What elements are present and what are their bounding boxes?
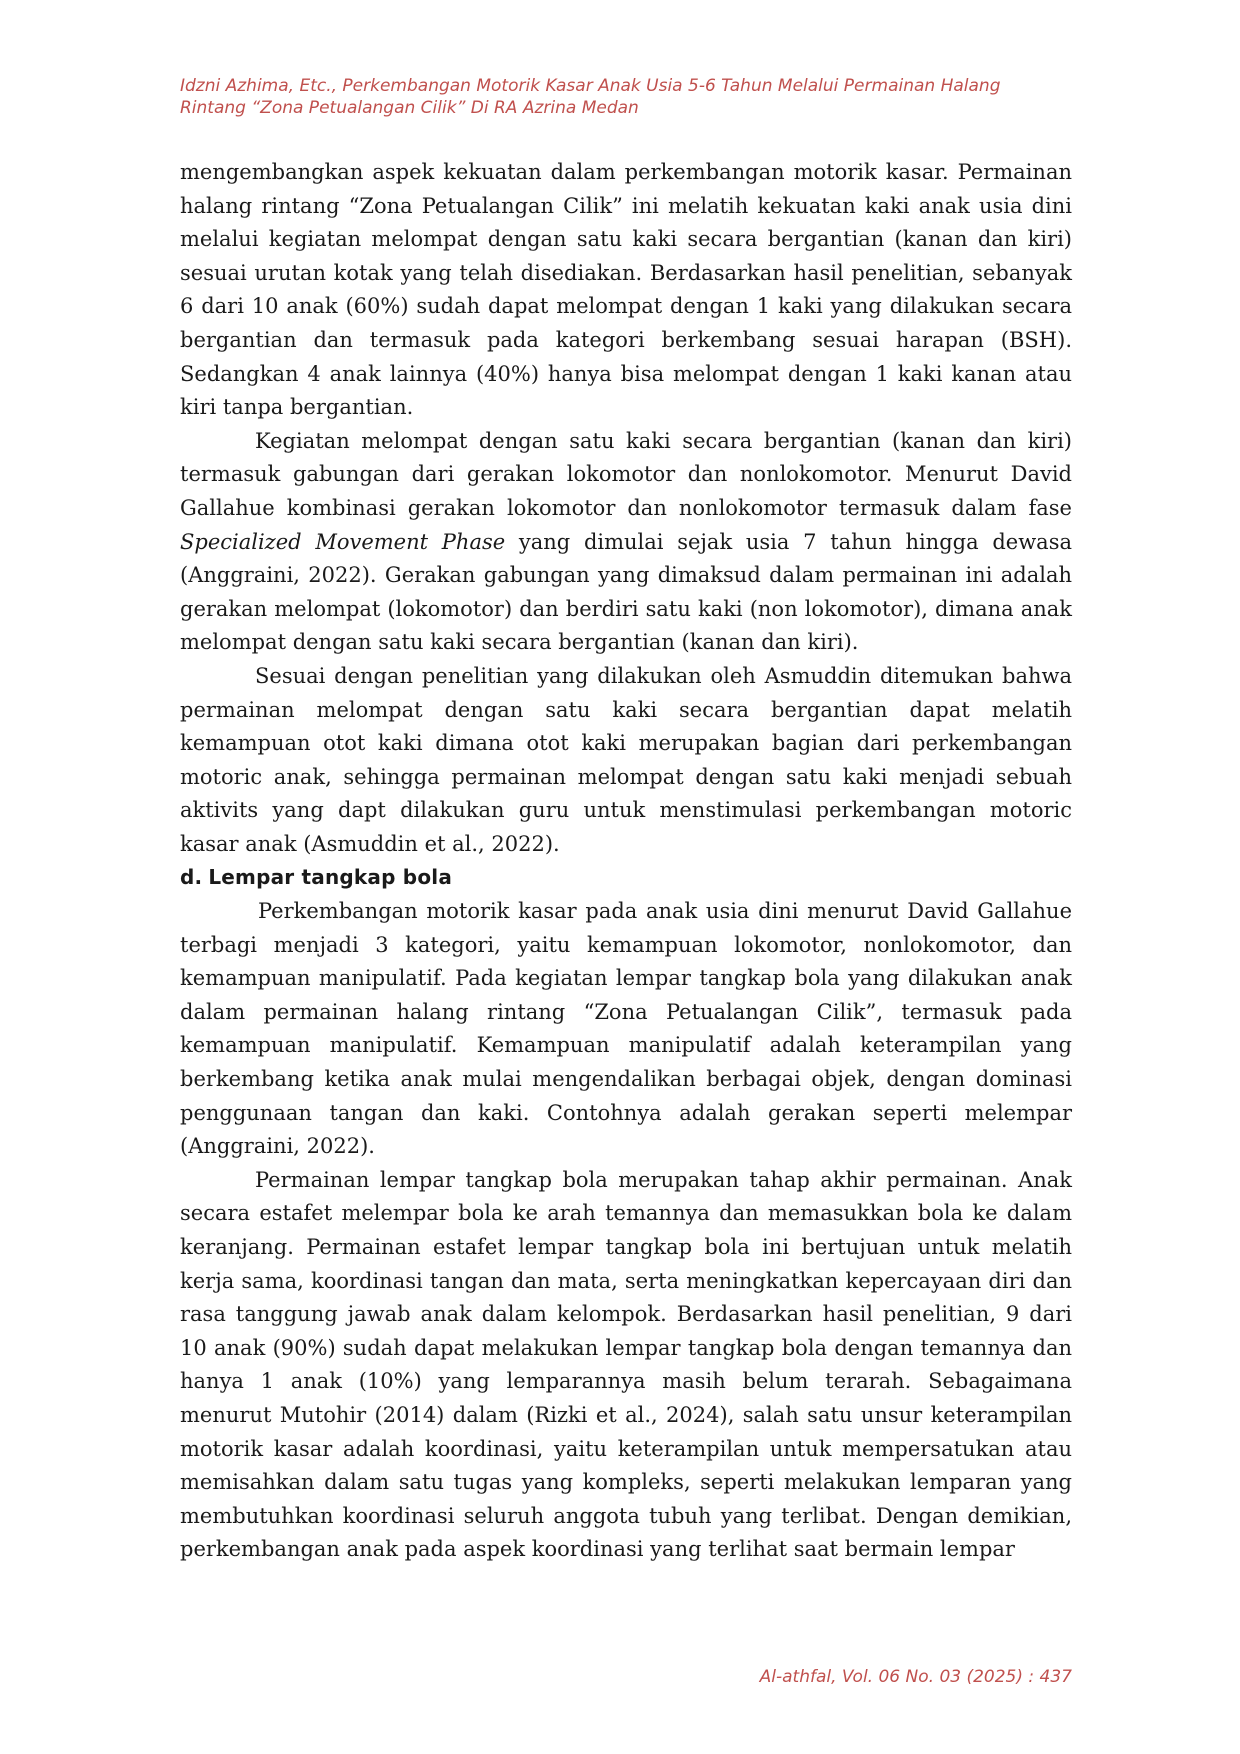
- paragraph-2-italic-term: Specialized Movement Phase: [180, 529, 506, 554]
- section-heading-number: d.: [180, 865, 203, 890]
- page-footer: Al-athfal, Vol. 06 No. 03 (2025) : 437: [759, 1667, 1072, 1687]
- paragraph-3: Sesuai dengan penelitian yang dilakukan oleh Asmuddin ditemukan bahwa permainan melompat dengan satu kaki secara bergantian dapat melatih kemampuan otot kaki dimana otot kaki merupakan bagian dari perkembangan motoric anak, sehingga permainan melompat dengan satu kaki menjadi sebuah aktivits yang dapt dilakukan guru untuk menstimulasi perkembangan motoric kasar anak (Asmuddin et al., 2022).: [180, 663, 1072, 856]
- paragraph-2-text-b: yang dimulai sejak usia 7 tahun hingga dewasa (Anggraini, 2022). Gerakan gabungan yang dimaksud dalam permainan ini adalah gerakan melompat (lokomotor) dan berdiri satu kaki (non lokomotor), dimana anak melompat dengan satu kaki secara bergantian (kanan dan kiri).: [180, 529, 1072, 655]
- running-header: [180, 75, 1080, 119]
- paragraph-5: Permainan lempar tangkap bola merupakan tahap akhir permainan. Anak secara estafet melempar bola ke arah temannya dan memasukkan bola ke dalam keranjang. Permainan estafet lempar tangkap bola ini bertujuan untuk melatih kerja sama, koordinasi tangan dan mata, serta meningkatkan kepercayaan diri dan rasa tanggung jawab anak dalam kelompok. Berdasarkan hasil penelitian, 9 dari 10 anak (90%) sudah dapat melakukan lempar tangkap bola dengan temannya dan hanya 1 anak (10%) yang lemparannya masih belum terarah. Sebagaimana menurut Mutohir (2014) dalam (Rizki et al., 2024), salah satu unsur keterampilan motorik kasar adalah koordinasi, yaitu keterampilan untuk mempersatukan atau memisahkan dalam satu tugas yang kompleks, seperti melakukan lemparan yang membutuhkan koordinasi seluruh anggota tubuh yang terlibat. Dengan demikian, perkembangan anak pada aspek koordinasi yang terlihat saat bermain lempar: [180, 1167, 1072, 1562]
- paragraph-2-text-a: Kegiatan melompat dengan satu kaki secara bergantian (kanan dan kiri) termasuk gabungan dari gerakan lokomotor dan nonlokomotor. Menurut David Gallahue kombinasi gerakan lokomotor dan nonlokomotor termasuk dalam fase: [180, 428, 1072, 520]
- paragraph-2: [180, 425, 1072, 660]
- section-heading: [180, 861, 1072, 895]
- section-heading-title: Lempar tangkap bola: [208, 865, 453, 890]
- paragraph-1: mengembangkan aspek kekuatan dalam perkembangan motorik kasar. Permainan halang rintang “Zona Petualangan Cilik” ini melatih kekuatan kaki anak usia dini melalui kegiatan melompat dengan satu kaki secara bergantian (kanan dan kiri) sesuai urutan kotak yang telah disediakan. Berdasarkan hasil penelitian, sebanyak 6 dari 10 anak (60%) sudah dapat melompat dengan 1 kaki yang dilakukan secara bergantian dan termasuk pada kategori berkembang sesuai harapan (BSH). Sedangkan 4 anak lainnya (40%) hanya bisa melompat dengan 1 kaki kanan atau kiri tanpa bergantian.: [180, 160, 1072, 420]
- main-text: [180, 156, 1072, 1567]
- running-header-line-2: Rintang “Zona Petualangan Cilik” Di RA Azrina Medan: [180, 98, 639, 118]
- paragraph-4: Perkembangan motorik kasar pada anak usia dini menurut David Gallahue terbagi menjadi 3 kategori, yaitu kemampuan lokomotor, nonlokomotor, dan kemampuan manipulatif. Pada kegiatan lempar tangkap bola yang dilakukan anak dalam permainan halang rintang “Zona Petualangan Cilik”, termasuk pada kemampuan manipulatif. Kemampuan manipulatif adalah keterampilan yang berkembang ketika anak mulai mengendalikan berbagai objek, dengan dominasi penggunaan tangan dan kaki. Contohnya adalah gerakan seperti melempar (Anggraini, 2022).: [180, 899, 1072, 1159]
- running-header-line-1: Idzni Azhima, Etc., Perkembangan Motorik Kasar Anak Usia 5-6 Tahun Melalui Permainan Halang: [180, 76, 1001, 96]
